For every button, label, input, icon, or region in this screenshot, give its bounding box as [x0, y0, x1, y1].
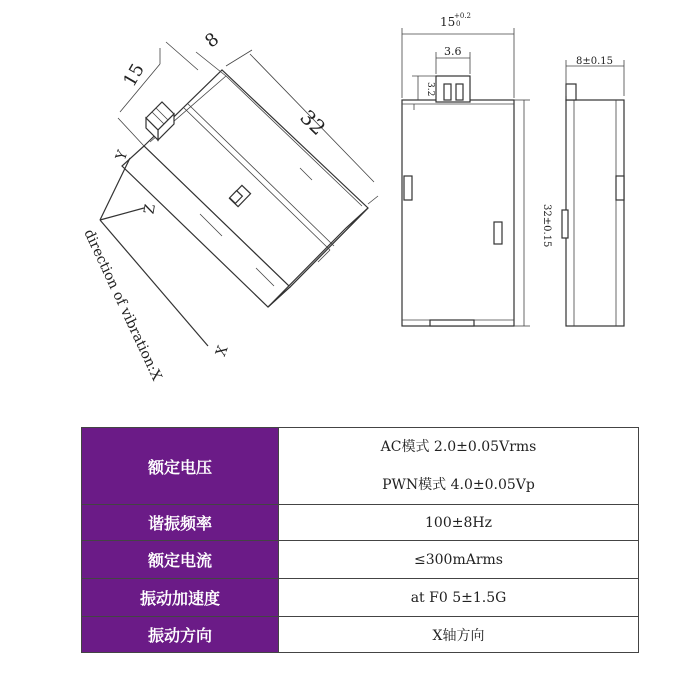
front-view	[402, 12, 552, 326]
spec-value: X轴方向	[279, 617, 639, 653]
spec-row-rated-current	[82, 541, 639, 579]
iso-dim-width: 15	[119, 60, 149, 91]
axis-z-label: Z	[141, 202, 159, 216]
spec-value: PWN模式 4.0±0.05Vp	[382, 477, 535, 493]
front-dim-pin: 3.2	[425, 82, 435, 97]
iso-dim-length: 32	[295, 104, 331, 140]
spec-row-resonant-frequency	[82, 505, 639, 541]
axis-y-label: Y	[113, 148, 132, 163]
isometric-view	[118, 29, 378, 307]
front-dim-terminal: 3.6	[444, 45, 462, 58]
axis-x-label: X	[213, 343, 232, 359]
spec-value: AC模式 2.0±0.05Vrms	[380, 439, 537, 455]
side-view	[562, 56, 624, 326]
front-dim-width-tol-top: +0.2	[454, 12, 471, 20]
spec-label: 振动方向	[82, 617, 279, 653]
spec-label: 额定电压	[82, 428, 279, 505]
spec-label: 额定电流	[82, 541, 279, 579]
spec-value: ≤300mArms	[279, 541, 639, 579]
spec-label: 谐振频率	[82, 505, 279, 541]
vibration-direction-label: direction of vibration:X	[80, 226, 165, 384]
spec-value: 100±8Hz	[279, 505, 639, 541]
spec-row-rated-voltage	[82, 428, 639, 505]
front-dim-width-tol-bottom: 0	[456, 20, 461, 28]
spec-row-vibration-direction	[82, 617, 639, 653]
side-dim-depth: 8±0.15	[576, 56, 614, 67]
spec-row-vibration-acceleration	[82, 579, 639, 617]
spec-table	[81, 427, 639, 653]
front-dim-width: 15	[440, 15, 456, 29]
front-dim-height: 32±0.15	[541, 204, 552, 248]
spec-value: at F0 5±1.5G	[279, 579, 639, 617]
iso-dim-depth: 8	[201, 28, 224, 53]
spec-label: 振动加速度	[82, 579, 279, 617]
